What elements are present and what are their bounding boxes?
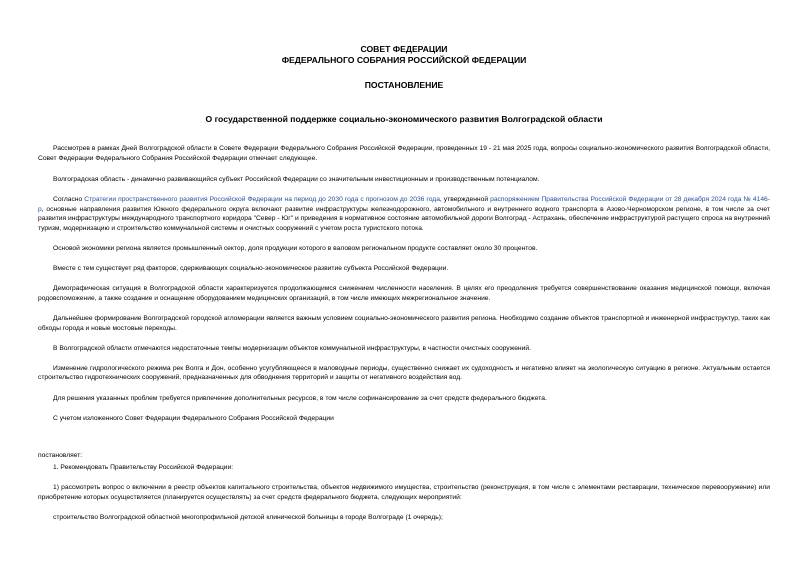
paragraph: Вместе с тем существует ряд факторов, сдерживающих социально-экономическое развитие субъекта Российской Федерации.	[53, 265, 449, 273]
resolution-item-1-1-a: строительство Волгоградской областной многопрофильной детской клинической больницы в городе Волгограде (1 очередь);	[53, 514, 443, 522]
issuer-header	[38, 44, 770, 66]
paragraph: Дальнейшее формирование Волгоградской городской агломерации является важным условием социально-экономического развития региона. Необходимо создание объектов транспортной и инженерной инфраструктур, таких как обходы города и новые мостовые переходы.	[38, 315, 770, 332]
paragraph: Демографическая ситуация в Волгоградской области характеризуется продолжающимся снижением численности населения. В целях его преодоления требуется совершенствование оказания медицинской помощи, включая родовспоможение, а также создание и оснащение оборудованием медицинских организаций, в том числе имеющих межрегиональное значение.	[38, 285, 770, 302]
document-title: О государственной поддержке социально-экономического развития Волгоградской области	[205, 114, 603, 124]
paragraph: С учетом изложенного Совет Федерации Федерального Собрания Российской Федерации	[53, 414, 334, 422]
resolution-item-1-1: 1) рассмотреть вопрос о включении в реестр объектов капитального строительства, объектов недвижимого имущества, строительство (реконструкция, в том числе с элементами реставрации, техническое перевооружение) или приобретение которых осуществляется (планируется осуществлять) за счет средств федерального бюджета, следующих мероприятий:	[38, 484, 770, 501]
document-type: ПОСТАНОВЛЕНИЕ	[364, 80, 444, 90]
issuer-line-1: СОВЕТ ФЕДЕРАЦИИ	[360, 44, 448, 54]
paragraph: Основой экономики региона является промышленный сектор, доля продукции которого в валовом региональном продукте составляет около 30 процентов.	[53, 245, 538, 253]
spacer	[38, 434, 770, 451]
text: , основные направления развития Южного федерального округа включают развитие инфраструктуры железнодорожного, автомобильного и внутреннего водного транспорта в Азово-Черноморском регионе, в том числе за счет развития инфраструктуры международного транспортного коридора "Север - Юг" и приведения в нормативное состояние автомобильной дороги Волгоград - Астрахань, обеспечение инфраструктурой растущего спроса на внутренний туризм, модернизацию и строительство коммунальной системы и очистных сооружений с учетом роста туристского потока.	[38, 205, 770, 233]
paragraph: Для решения указанных проблем требуется привлечение дополнительных ресурсов, в том числе софинансирование за счет средств федерального бюджета.	[53, 394, 547, 402]
resolves-label: постановляет:	[38, 451, 83, 459]
text: , утвержденной	[439, 196, 491, 204]
strategy-link[interactable]: Стратегии пространственного развития Российской Федерации на период до 2030 года с прогнозом до 2036 года	[84, 196, 440, 204]
issuer-line-2: ФЕДЕРАЛЬНОГО СОБРАНИЯ РОССИЙСКОЙ ФЕДЕРАЦИИ	[281, 55, 527, 65]
paragraph-intro: Рассмотрев в рамках Дней Волгоградской области в Совете Федерации Федерального Собрания Российской Федерации, проведенных 19 - 21 мая 2025 года, вопросы социально-экономического развития Волгоградской области, Совет Федерации Федерального Собрания Российской Федерации отмечает следующее.	[38, 145, 770, 162]
document-body	[38, 144, 770, 523]
order-link[interactable]: распоряжением Правительства Российской Федерации от 28 декабря 2024 года № 4146-р	[38, 196, 770, 213]
paragraph: Волгоградская область - динамично развивающийся субъект Российской Федерации со значительным инвестиционным и производственным потенциалом.	[53, 176, 540, 184]
paragraph: Изменение гидрологического режима рек Волга и Дон, особенно усугубляющееся в маловодные периоды, существенно снижает их судоходность и негативно влияет на экологическую ситуацию в регионе. Актуальным остается строительство гидротехнических сооружений, предназначенных для обводнения территорий и защиты от негативного воздействия вод.	[38, 364, 770, 382]
text: Согласно	[53, 196, 85, 204]
paragraph: В Волгоградской области отмечаются недостаточные темпы модернизации объектов коммунальной инфраструктуры, в частности очистных сооружений.	[53, 344, 531, 352]
paragraph-strategy	[38, 195, 770, 233]
resolution-item-1: 1. Рекомендовать Правительству Российской Федерации:	[53, 464, 234, 472]
